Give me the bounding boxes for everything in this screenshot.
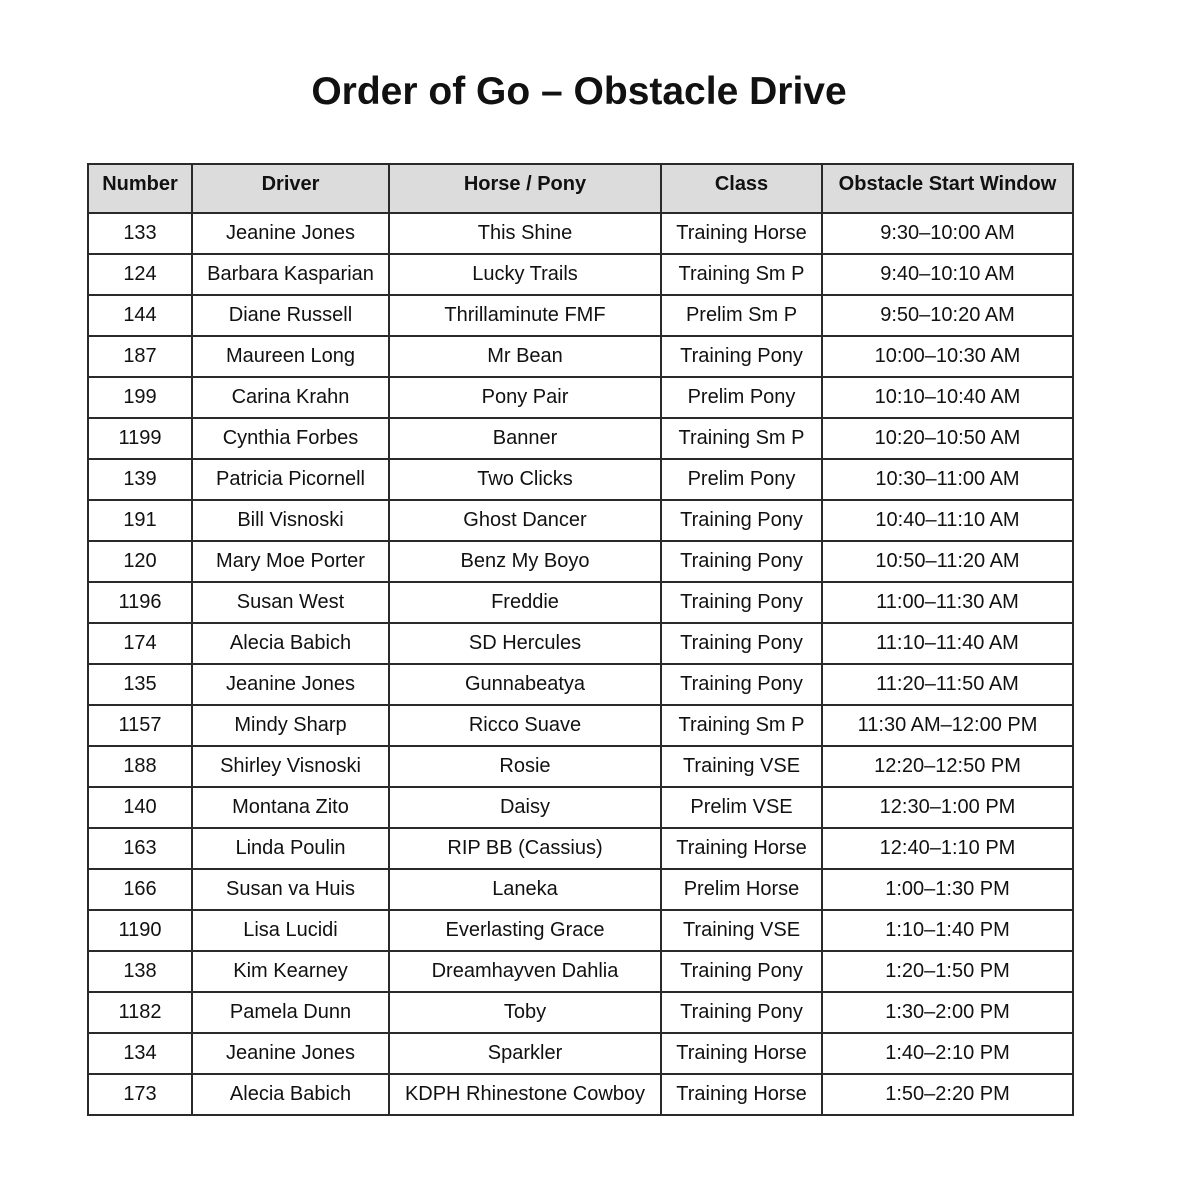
cell-number: 139 <box>88 459 192 500</box>
cell-start-window: 11:30 AM–12:00 PM <box>822 705 1073 746</box>
cell-start-window: 1:50–2:20 PM <box>822 1074 1073 1115</box>
cell-class: Training Horse <box>661 828 822 869</box>
cell-driver: Susan West <box>192 582 389 623</box>
cell-driver: Mary Moe Porter <box>192 541 389 582</box>
cell-start-window: 1:20–1:50 PM <box>822 951 1073 992</box>
cell-horse-pony: Pony Pair <box>389 377 661 418</box>
cell-start-window: 12:40–1:10 PM <box>822 828 1073 869</box>
table-row <box>88 582 1073 623</box>
order-of-go-table <box>87 163 1074 1116</box>
table-row <box>88 541 1073 582</box>
table-row <box>88 787 1073 828</box>
cell-number: 191 <box>88 500 192 541</box>
cell-driver: Bill Visnoski <box>192 500 389 541</box>
cell-horse-pony: Everlasting Grace <box>389 910 661 951</box>
column-header-driver: Driver <box>192 164 389 213</box>
cell-number: 120 <box>88 541 192 582</box>
cell-number: 138 <box>88 951 192 992</box>
cell-horse-pony: Toby <box>389 992 661 1033</box>
cell-class: Training Pony <box>661 664 822 705</box>
cell-number: 134 <box>88 1033 192 1074</box>
cell-start-window: 12:20–12:50 PM <box>822 746 1073 787</box>
table-row <box>88 869 1073 910</box>
cell-horse-pony: KDPH Rhinestone Cowboy <box>389 1074 661 1115</box>
cell-number: 1190 <box>88 910 192 951</box>
cell-number: 187 <box>88 336 192 377</box>
cell-start-window: 10:10–10:40 AM <box>822 377 1073 418</box>
cell-class: Training Pony <box>661 541 822 582</box>
cell-start-window: 11:10–11:40 AM <box>822 623 1073 664</box>
cell-start-window: 9:40–10:10 AM <box>822 254 1073 295</box>
cell-driver: Susan va Huis <box>192 869 389 910</box>
cell-number: 133 <box>88 213 192 254</box>
cell-class: Prelim Pony <box>661 459 822 500</box>
cell-start-window: 10:20–10:50 AM <box>822 418 1073 459</box>
table-row <box>88 705 1073 746</box>
cell-horse-pony: Sparkler <box>389 1033 661 1074</box>
cell-horse-pony: Rosie <box>389 746 661 787</box>
cell-class: Training Pony <box>661 582 822 623</box>
table-header-row <box>88 164 1073 213</box>
cell-number: 1196 <box>88 582 192 623</box>
table-row <box>88 623 1073 664</box>
cell-horse-pony: Freddie <box>389 582 661 623</box>
column-header-horse-pony: Horse / Pony <box>389 164 661 213</box>
cell-number: 188 <box>88 746 192 787</box>
column-header-number: Number <box>88 164 192 213</box>
cell-driver: Jeanine Jones <box>192 213 389 254</box>
cell-driver: Jeanine Jones <box>192 664 389 705</box>
cell-horse-pony: Gunnabeatya <box>389 664 661 705</box>
table-row <box>88 500 1073 541</box>
cell-driver: Carina Krahn <box>192 377 389 418</box>
cell-driver: Alecia Babich <box>192 623 389 664</box>
table-row <box>88 418 1073 459</box>
cell-driver: Patricia Picornell <box>192 459 389 500</box>
cell-driver: Alecia Babich <box>192 1074 389 1115</box>
cell-number: 1182 <box>88 992 192 1033</box>
table-row <box>88 664 1073 705</box>
table-row <box>88 254 1073 295</box>
table-row <box>88 1033 1073 1074</box>
cell-number: 199 <box>88 377 192 418</box>
cell-horse-pony: SD Hercules <box>389 623 661 664</box>
table-row <box>88 828 1073 869</box>
cell-driver: Barbara Kasparian <box>192 254 389 295</box>
cell-horse-pony: Banner <box>389 418 661 459</box>
cell-start-window: 10:30–11:00 AM <box>822 459 1073 500</box>
cell-driver: Linda Poulin <box>192 828 389 869</box>
cell-number: 174 <box>88 623 192 664</box>
cell-start-window: 10:00–10:30 AM <box>822 336 1073 377</box>
cell-driver: Montana Zito <box>192 787 389 828</box>
cell-class: Training Pony <box>661 951 822 992</box>
table-row <box>88 213 1073 254</box>
cell-start-window: 1:10–1:40 PM <box>822 910 1073 951</box>
cell-horse-pony: Thrillaminute FMF <box>389 295 661 336</box>
cell-driver: Maureen Long <box>192 336 389 377</box>
table-row <box>88 992 1073 1033</box>
table-row <box>88 1074 1073 1115</box>
cell-driver: Jeanine Jones <box>192 1033 389 1074</box>
cell-class: Prelim VSE <box>661 787 822 828</box>
cell-horse-pony: Two Clicks <box>389 459 661 500</box>
cell-start-window: 10:50–11:20 AM <box>822 541 1073 582</box>
cell-class: Training Sm P <box>661 418 822 459</box>
cell-horse-pony: Dreamhayven Dahlia <box>389 951 661 992</box>
table-body <box>88 213 1073 1115</box>
cell-class: Prelim Pony <box>661 377 822 418</box>
cell-driver: Mindy Sharp <box>192 705 389 746</box>
cell-horse-pony: Laneka <box>389 869 661 910</box>
cell-class: Training VSE <box>661 910 822 951</box>
column-header-class: Class <box>661 164 822 213</box>
page-title: Order of Go – Obstacle Drive <box>311 70 847 113</box>
cell-start-window: 1:40–2:10 PM <box>822 1033 1073 1074</box>
cell-horse-pony: Daisy <box>389 787 661 828</box>
cell-driver: Shirley Visnoski <box>192 746 389 787</box>
table-row <box>88 377 1073 418</box>
cell-class: Training Horse <box>661 1033 822 1074</box>
cell-driver: Pamela Dunn <box>192 992 389 1033</box>
cell-class: Training Horse <box>661 213 822 254</box>
cell-class: Training VSE <box>661 746 822 787</box>
table-row <box>88 910 1073 951</box>
cell-class: Training Horse <box>661 1074 822 1115</box>
cell-class: Training Sm P <box>661 705 822 746</box>
cell-start-window: 12:30–1:00 PM <box>822 787 1073 828</box>
cell-class: Prelim Sm P <box>661 295 822 336</box>
cell-driver: Cynthia Forbes <box>192 418 389 459</box>
cell-driver: Lisa Lucidi <box>192 910 389 951</box>
cell-horse-pony: Ghost Dancer <box>389 500 661 541</box>
table-row <box>88 951 1073 992</box>
cell-number: 166 <box>88 869 192 910</box>
cell-number: 163 <box>88 828 192 869</box>
cell-horse-pony: Mr Bean <box>389 336 661 377</box>
cell-driver: Kim Kearney <box>192 951 389 992</box>
cell-horse-pony: Lucky Trails <box>389 254 661 295</box>
cell-start-window: 1:00–1:30 PM <box>822 869 1073 910</box>
cell-class: Training Pony <box>661 500 822 541</box>
cell-number: 173 <box>88 1074 192 1115</box>
cell-number: 144 <box>88 295 192 336</box>
cell-start-window: 1:30–2:00 PM <box>822 992 1073 1033</box>
cell-start-window: 11:20–11:50 AM <box>822 664 1073 705</box>
cell-class: Training Pony <box>661 336 822 377</box>
cell-start-window: 11:00–11:30 AM <box>822 582 1073 623</box>
cell-start-window: 9:50–10:20 AM <box>822 295 1073 336</box>
table-row <box>88 746 1073 787</box>
cell-number: 135 <box>88 664 192 705</box>
table-row <box>88 336 1073 377</box>
cell-number: 140 <box>88 787 192 828</box>
cell-start-window: 10:40–11:10 AM <box>822 500 1073 541</box>
cell-number: 1199 <box>88 418 192 459</box>
table-row <box>88 459 1073 500</box>
column-header-start-window: Obstacle Start Window <box>822 164 1073 213</box>
cell-class: Training Pony <box>661 623 822 664</box>
table-row <box>88 295 1073 336</box>
cell-class: Training Sm P <box>661 254 822 295</box>
cell-start-window: 9:30–10:00 AM <box>822 213 1073 254</box>
cell-horse-pony: RIP BB (Cassius) <box>389 828 661 869</box>
cell-horse-pony: This Shine <box>389 213 661 254</box>
cell-class: Prelim Horse <box>661 869 822 910</box>
cell-number: 124 <box>88 254 192 295</box>
cell-driver: Diane Russell <box>192 295 389 336</box>
cell-horse-pony: Ricco Suave <box>389 705 661 746</box>
cell-class: Training Pony <box>661 992 822 1033</box>
cell-number: 1157 <box>88 705 192 746</box>
cell-horse-pony: Benz My Boyo <box>389 541 661 582</box>
